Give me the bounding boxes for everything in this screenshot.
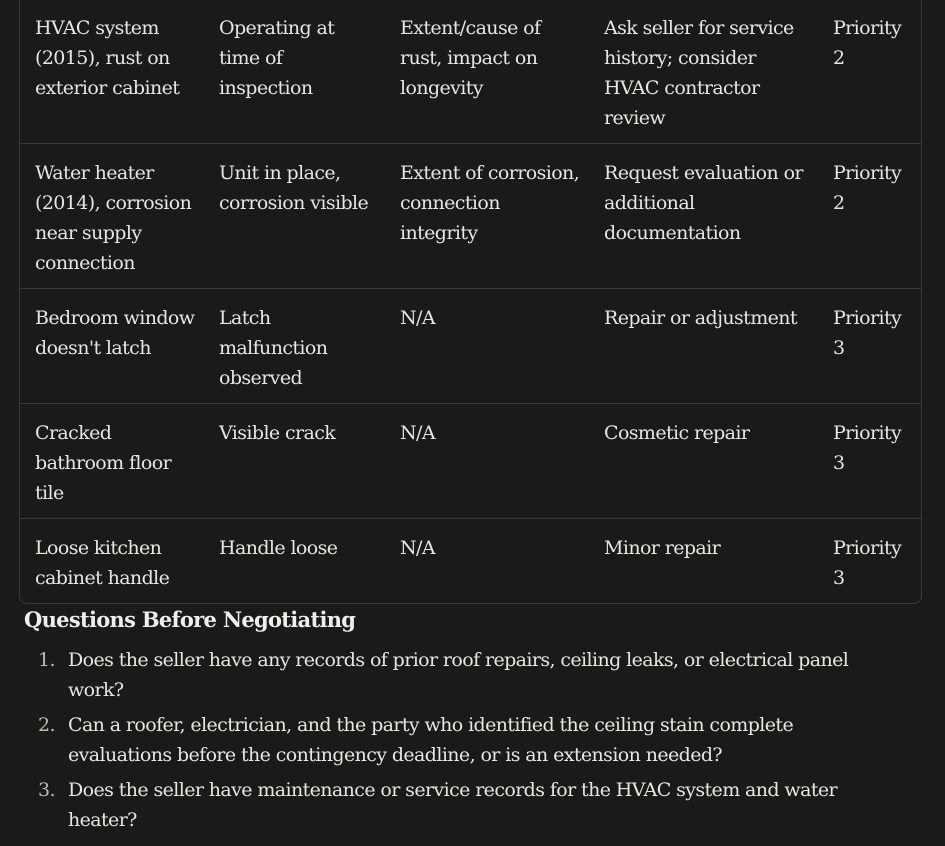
cell-observation: Handle loose (204, 519, 385, 604)
cell-item: Cracked bathroom floor tile (20, 404, 204, 519)
inspection-table (19, 0, 922, 604)
questions-list (24, 645, 854, 840)
cell-item: Bedroom window doesn't latch (20, 289, 204, 404)
table-row (20, 519, 921, 604)
list-number: 2. (38, 714, 55, 736)
cell-priority: Priority 3 (818, 519, 921, 604)
cell-item: Water heater (2014), corrosion near supply connection (20, 144, 204, 289)
cell-observation: Latch malfunction observed (204, 289, 385, 404)
list-item-text: Can a roofer, electrician, and the party who identified the ceiling stain complete evaluations before the contingency deadline, or is an extension needed? (68, 714, 794, 766)
section-heading: Questions Before Negotiating (24, 607, 356, 632)
cell-unknown: N/A (385, 289, 589, 404)
cell-unknown: N/A (385, 519, 589, 604)
list-item-text: Does the seller have maintenance or service records for the HVAC system and water heater? (68, 779, 837, 831)
cell-action: Request evaluation or additional documentation (589, 144, 818, 289)
inspection-table-grid (20, 0, 921, 603)
list-item-text: Does the seller have any records of prior roof repairs, ceiling leaks, or electrical panel work? (68, 649, 849, 701)
cell-item: Loose kitchen cabinet handle (20, 519, 204, 604)
cell-observation: Operating at time of inspection (204, 0, 385, 144)
list-number: 3. (38, 779, 55, 801)
cell-unknown: N/A (385, 404, 589, 519)
cell-priority: Priority 2 (818, 0, 921, 144)
cell-priority: Priority 3 (818, 404, 921, 519)
cell-unknown: Extent/cause of rust, impact on longevity (385, 0, 589, 144)
cell-unknown: Extent of corrosion, connection integrity (385, 144, 589, 289)
table-row (20, 289, 921, 404)
list-item (24, 645, 854, 705)
list-number: 1. (38, 649, 55, 671)
list-item (24, 710, 854, 770)
list-item (24, 775, 854, 835)
cell-observation: Unit in place, corrosion visible (204, 144, 385, 289)
cell-priority: Priority 2 (818, 144, 921, 289)
cell-action: Repair or adjustment (589, 289, 818, 404)
cell-observation: Visible crack (204, 404, 385, 519)
table-row (20, 404, 921, 519)
cell-action: Minor repair (589, 519, 818, 604)
cell-priority: Priority 3 (818, 289, 921, 404)
table-row (20, 0, 921, 144)
cell-action: Ask seller for service history; consider HVAC contractor review (589, 0, 818, 144)
cell-item: HVAC system (2015), rust on exterior cabinet (20, 0, 204, 144)
cell-action: Cosmetic repair (589, 404, 818, 519)
table-row (20, 144, 921, 289)
